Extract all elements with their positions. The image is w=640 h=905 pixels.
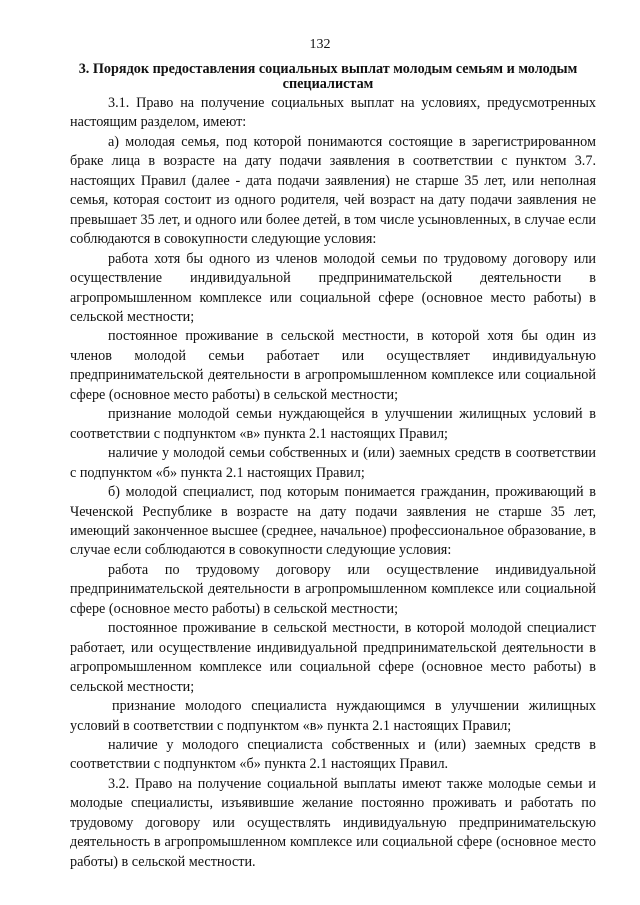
condition-family-housing-need: признание молодой семьи нуждающейся в улучшении жилищных условий в соответствии с подпунктом «в» пункта 2.1 настоящих Правил;: [70, 406, 596, 442]
condition-family-funds: наличие у молодой семьи собственных и (или) заемных средств в соответствии с подпунктом «б» пункта 2.1 настоящих Правил;: [70, 445, 596, 481]
condition-specialist-housing-need: признание молодого специалиста нуждающимся в улучшении жилищных условий в соответствии с подпунктом «в» пункта 2.1 настоящих Правил;: [70, 698, 596, 734]
condition-specialist-funds: наличие у молодого специалиста собственных и (или) заемных средств в соответствии с подпунктом «б» пункта 2.1 настоящих Правил.: [70, 736, 596, 773]
paragraph-3-1: 3.1. Право на получение социальных выплат на условиях, предусмотренных настоящим разделом, имеют:: [70, 95, 596, 131]
paragraph-3-2: 3.2. Право на получение социальной выплаты имеют также молодые семьи и молодые специалисты, изъявившие желание постоянно проживать и работать по трудовому договору или осуществлять индивидуальную предпринимательскую деятельность в агропромышленном комплексе или социальной сфере (основное место работы) в сельской местности.: [70, 775, 596, 870]
condition-specialist-residence: постоянное проживание в сельской местности, в которой молодой специалист работает, или осуществление индивидуальной предпринимательской деятельности в агропромышленном комплексе или социальной сфере (основное место работы) в сельской местности;: [70, 620, 596, 695]
paragraph-b-young-specialist: б) молодой специалист, под которым понимается гражданин, проживающий в Чеченской Республике в возрасте на дату подачи заявления не старше 35 лет, имеющий законченное высшее (среднее, начальное) профессиональное образование, в случае если соблюдаются в совокупности следующие условия:: [70, 484, 596, 559]
condition-family-residence: постоянное проживание в сельской местности, в которой хотя бы один из членов молодой семьи работает или осуществляет индивидуальную предпринимательской деятельности в агропромышленном комплексе или социальной сфере (основное место работы) в сельской местности;: [70, 328, 596, 403]
page-number: 132: [309, 37, 331, 52]
condition-family-work: работа хотя бы одного из членов молодой семьи по трудовому договору или осуществление индивидуальной предпринимательской деятельности в агропромышленном комплексе или социальной сфере (основное место работы) в сельской местности;: [70, 250, 596, 325]
document-body: [70, 94, 596, 872]
section-title: 3. Порядок предоставления социальных выплат молодым семьям и молодым специалистам: [78, 61, 578, 92]
paragraph-a-young-family: а) молодая семья, под которой понимаются состоящие в зарегистрированном браке лица в возрасте на дату подачи заявления в соответствии с пунктом 3.7. настоящих Правил (далее - дата подачи заявления) не старше 35 лет, или неполная семья, которая состоит из одного родителя, чей возраст на дату подачи заявления не превышает 35 лет, и одного или более детей, в том числе усыновленных, в случае если соблюдаются в совокупности следующие условия:: [70, 133, 596, 248]
condition-specialist-work: работа по трудовому договору или осуществление индивидуальной предпринимательской деятельности в агропромышленном комплексе или социальной сфере (основное место работы) в сельской местности;: [70, 561, 596, 617]
